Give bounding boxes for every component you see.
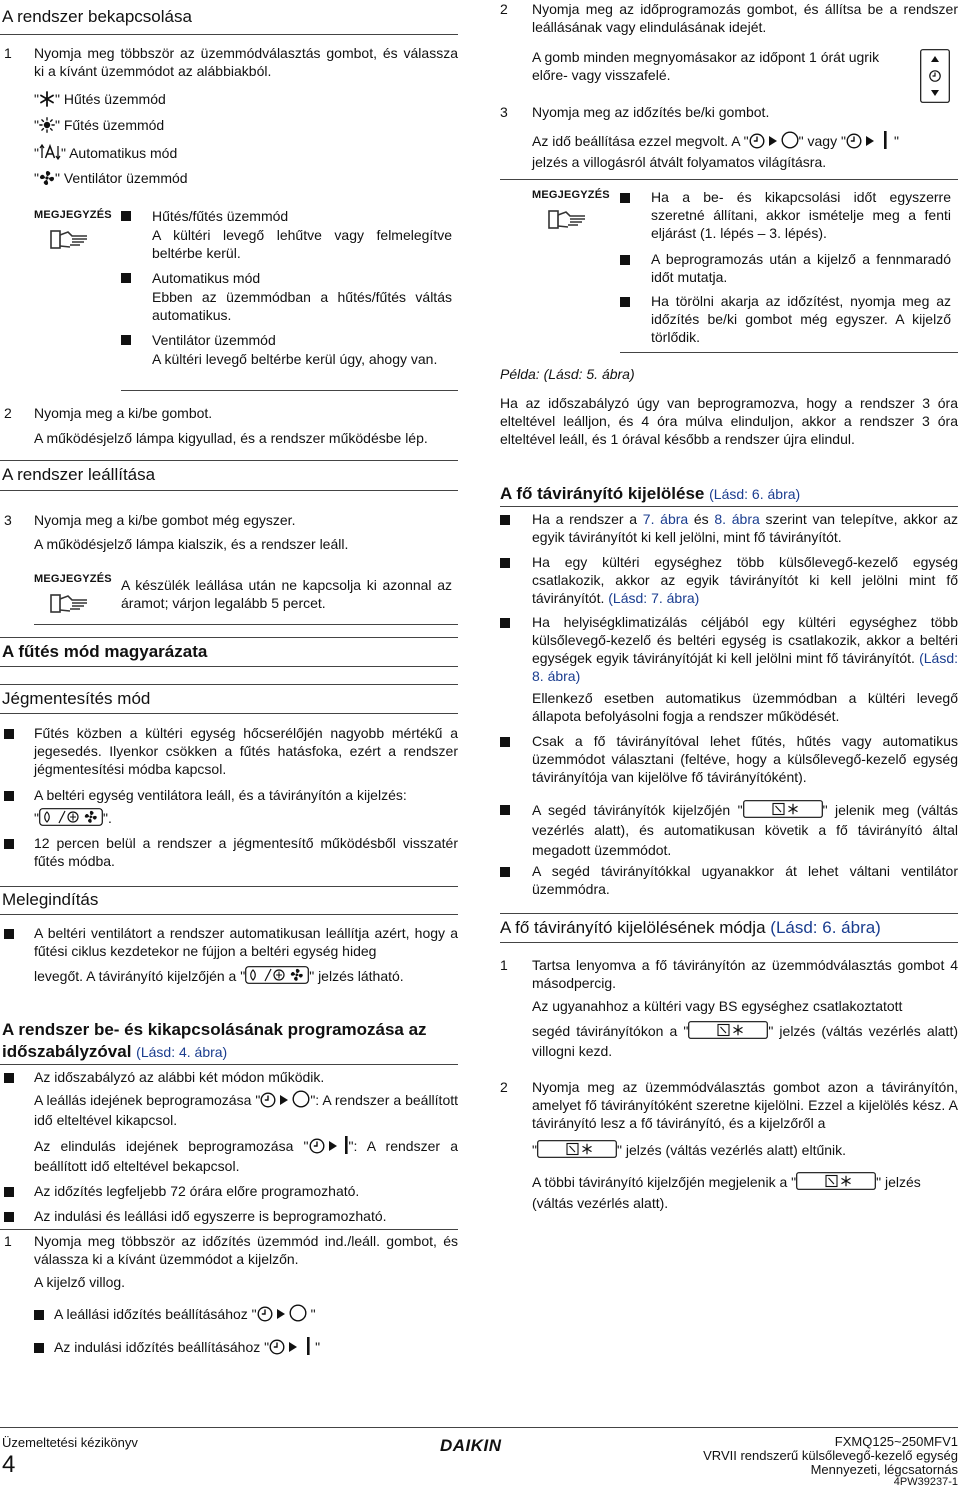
bullet [500,618,510,628]
step-text: (váltás vezérlés alatt). [532,1195,669,1211]
remote-item: Ha egy kültéri egységhez több külsőlevegő-kezelő egység csatlakozik, akkor az egyik távirányítót ki kell jelölni mint fő távirányítót. (Lásd: 7. ábra) [532,554,958,606]
step-number: 1 [4,45,12,61]
defrost-item: Fűtés közben a kültéri egység hőcserélőjén nagyobb mértékű a jegesedés. Ilyenkor csökken a fűtés hatásfoka, ezért a rendszer jégmentesítési módba kapcsol. [34,725,458,777]
bullet [500,737,510,747]
bullet [500,515,510,525]
step-number: 2 [500,1079,508,1095]
mode-heating: " " Fűtés üzemmód [34,117,165,133]
step-number: 3 [500,104,508,120]
note-item-title: Ventilátor üzemmód [152,332,276,348]
arrow-right-icon [280,1095,288,1105]
divider [0,886,458,887]
remote-item: Csak a fő távirányítóval lehet fűtés, hűtés vagy automatikus üzemmódot választani (feltéve, hogy a külsőlevegő-kezelő egység távirányítója van kijelölve fő távirányítóként). [532,733,958,785]
step-number: 2 [4,405,12,421]
section-title-timer-line2: időszabályzóval (Lásd: 4. ábra) [2,1042,228,1061]
mode-label: " Hűtés üzemmód [54,91,166,107]
switching-display-icon [688,1021,768,1039]
step-result: A működésjelző lámpa kigyullad, és a rendszer működésbe lép. [34,430,428,446]
bullet [34,1310,44,1320]
section-title-hotstart: Melegindítás [2,890,99,909]
timer-off-setting: A leállási időzítés beállításához " " [54,1306,316,1322]
step-text: Nyomja meg a ki/be gombot még egyszer. [34,512,296,528]
divider [0,637,458,638]
example-text: Ha az időszabályzó úgy van beprogramozva, hogy a rendszer 3 óra elteltével leálljon, és 4 óra múlva elinduljon, akkor a rendszer 3 óra elteltével leáll, és 1 órával később a rendszer újra elindul. [500,395,958,447]
clock-icon [749,133,765,149]
remote-item-extra: Ellenkező esetben automatikus üzemmódban a kültéri levegő állapota befolyásolni fogja a rendszer működését. [532,690,958,724]
bullet [4,729,14,739]
arrow-right-icon [769,136,777,146]
divider [34,624,458,625]
clock-icon [260,1092,276,1108]
remote-item: A segéd távirányítókkal ugyanakkor át lehet váltani ventilátor üzemmódra. [532,863,958,897]
section-title-main-remote: A fő távirányító kijelölése (Lásd: 6. ábra) [500,484,801,503]
divider [0,34,458,35]
section-title-timer: A rendszer be- és kikapcsolásának programozása az [2,1020,427,1039]
timer-on-text: Az elindulás idejének beprogramozása " ": A rendszer a beállított idő elteltével bekapcsol. [34,1138,458,1174]
divider [620,352,958,353]
step-text: Nyomja meg a ki/be gombot. [34,405,213,421]
footer-model: FXMQ125~250MFV1 [834,1434,958,1449]
step-text: segéd távirányítókon a " " jelzés (váltás vezérlés alatt) villogni kezd. [532,1023,959,1059]
figure-ref: 7. ábra [642,511,689,527]
arrow-right-icon [329,1141,337,1151]
figure-ref: (Lásd: 4. ábra) [136,1044,228,1060]
timer-bullet: Az időzítés legfeljebb 72 órára előre programozható. [34,1183,360,1199]
section-title-stop: A rendszer leállítása [2,465,156,484]
divider [0,460,458,461]
divider [0,914,458,915]
timer-bullet: Az indulási és leállási idő egyszerre is beprogramozható. [34,1208,387,1224]
time-up-down-button-icon [920,49,950,103]
bullet [4,1073,14,1083]
figure-ref: (Lásd: 7. ábra) [608,590,700,606]
bullet [121,273,131,283]
arrow-right-icon [866,136,874,146]
on-bar-icon [884,131,888,149]
step-text: A többi távirányító kijelzőjén megjelenik a " " jelzés [532,1174,921,1190]
note-item: A beprogramozás után a kijelző a fennmaradó időt mutatja. [651,251,951,285]
divider [0,666,458,667]
section-title-heating: A fűtés mód magyarázata [2,642,208,661]
bullet [500,867,510,877]
divider [0,1064,458,1065]
figure-ref: (Lásd: 6. ábra) [709,486,801,502]
defrost-item: 12 percen belül a rendszer a jégmentesítő működésből visszatér fűtés módba. [34,835,458,869]
section-title-method: A fő távirányító kijelölésének módja (Lásd: 6. ábra) [500,918,881,937]
switching-display-icon [796,1172,876,1190]
note-item-title: Hűtés/fűtés üzemmód [152,208,289,224]
figure-ref: (Lásd: 8. ábra) [532,650,958,684]
note-hand-icon [50,592,90,614]
step-text: Az ugyanahhoz a kültéri vagy BS egységhez csatlakoztatott [532,998,903,1014]
clock-icon [269,1339,285,1355]
note-label: MEGJEGYZÉS [34,573,112,585]
note-item-text: Ebben az üzemmódban a hűtés/fűtés váltás automatikus. [152,289,452,323]
divider [0,490,458,491]
step-result: A gomb minden megnyomásakor az időpont 1 órát ugrik előre- vagy visszafelé. [532,49,880,83]
bullet [500,558,510,568]
defrost-display-icon [245,966,309,984]
remote-item: A segéd távirányítók kijelzőjén " " jelenik meg (váltás vezérlés alatt), és automatikusan követik a fő távirányító által megadott üzemmódot. [532,802,958,858]
sun-icon [39,117,55,133]
step-text: Tartsa lenyomva a fő távirányítón az üzemmódválasztás gombot 4 másodpercig. [532,957,958,991]
step-text: Nyomja meg az üzemmódválasztás gombot azon a távirányítón, amelyet fő távirányítóként szeretne kijelölni. Ezzel a kijelölés kész. A távirányító lesz a fő távirányító, és a kijelzőről a [532,1079,958,1131]
step-text: Nyomja meg az időprogramozás gombot, és állítsa be a rendszer leállásának vagy elindulásának idejét. [532,1,958,35]
divider [500,506,958,507]
off-circle-icon [289,1304,307,1322]
off-circle-icon [781,131,799,149]
step-text: Nyomja meg többször az üzemmódválasztás gombot, és válassza ki a kívánt üzemmódot az alábbiakból. [34,45,458,79]
snowflake-icon [39,91,55,107]
footer-divider [0,1427,958,1428]
step-result: A működésjelző lámpa kialszik, és a rendszer leáll. [34,536,349,552]
defrost-display: " ". [34,810,112,826]
step-number: 1 [500,957,508,973]
mode-label: " Fűtés üzemmód [54,117,165,133]
bullet [4,791,14,801]
step-number: 1 [4,1233,12,1249]
bullet [4,839,14,849]
defrost-item: A beltéri egység ventilátora leáll, és a távirányítón a kijelzés: [34,787,407,803]
example-label: Példa: (Lásd: 5. ábra) [500,366,635,382]
hotstart-text: A beltéri ventilátort a rendszer automatikusan leállítja azért, hogy a fűtési ciklus kezdetekor ne fújjon a beltéri egység hideg [34,925,458,959]
remote-item: Ha helyiségklimatizálás céljából egy kültéri egységhez több külsőlevegő-kezelő és beltéri egység is csatlakozik, akkor a beltéri egységek egyik távirányítóját ki kell jelölni mint fő távirányítót. (Lásd: 8. ábra) [532,614,958,684]
arrow-right-icon [277,1309,285,1319]
arrow-right-icon [289,1342,297,1352]
step-result: Az idő beállítása ezzel megvolt. A " " vagy " " [532,133,899,149]
on-bar-icon [307,1337,311,1355]
section-title-defrost: Jégmentesítés mód [2,689,151,708]
step-text: Nyomja meg az időzítés be/ki gombot. [532,104,770,120]
off-circle-icon [292,1090,310,1108]
note-label: MEGJEGYZÉS [532,189,610,201]
divider [0,713,458,714]
divider [500,942,958,943]
bullet [620,255,630,265]
bullet [4,1212,14,1222]
divider [500,179,958,180]
bullet [620,193,630,203]
note-text: A készülék leállása után ne kapcsolja ki azonnal az áramot; várjon legalább 5 percet. [121,577,452,611]
note-hand-icon [548,208,588,230]
timer-on-setting: Az indulási időzítés beállításához " " [54,1339,321,1355]
switching-display-icon [743,800,823,818]
figure-ref: (Lásd: 6. ábra) [770,918,881,937]
mode-auto: " " Automatikus mód [34,145,178,161]
bullet [500,805,510,815]
note-item-title: Automatikus mód [152,270,261,286]
clock-icon [846,133,862,149]
divider [500,913,958,914]
divider [121,390,458,391]
step-text: " " jelzés (váltás vezérlés alatt) eltűnik. [532,1142,847,1158]
fan-icon [39,170,55,186]
timer-off-text: A leállás idejének beprogramozása " ": A rendszer a beállított idő elteltével kikapcsol. [34,1092,459,1128]
note-hand-icon [50,228,90,250]
divider [0,1229,458,1230]
mode-cooling: " " Hűtés üzemmód [34,91,166,107]
remote-item: Ha a rendszer a 7. ábra és 8. ábra szerint van telepítve, akkor az egyik távirányítót ki kell jelölni, mint fő távirányítót. [532,511,958,545]
bullet [121,335,131,345]
bullet [4,929,14,939]
divider [0,684,458,685]
bullet [121,211,131,221]
bullet [34,1343,44,1353]
note-item: Ha törölni akarja az időzítést, nyomja meg az időzítés be/ki gombot még egyszer. A kijelző törlődik. [651,293,951,345]
auto-icon [39,143,61,161]
note-item-text: A kültéri levegő beltérbe kerül úgy, ahogy van. [152,351,438,367]
footer-product: Mennyezeti, légcsatornás [810,1462,958,1477]
mode-label: " Automatikus mód [60,145,178,161]
mode-label: " Ventilátor üzemmód [54,170,188,186]
footer-product: VRVII rendszerű külsőlevegő-kezelő egység [703,1448,958,1463]
page-number: 4 [2,1451,16,1478]
note-item: Ha a be- és kikapcsolási időt egyszerre szeretné állítani, akkor ismételje meg a fenti eljárást (1. lépés – 3. lépés). [651,189,951,241]
switching-display-icon [537,1140,617,1158]
step-text: Nyomja meg többször az időzítés üzemmód ind./leáll. gombot, és válassza ki a kívánt üzemmódot a kijelzőn. [34,1233,458,1267]
hotstart-display: levegőt. A távirányító kijelzőjén a " " jelzés látható. [34,968,404,984]
step-number: 3 [4,512,12,528]
timer-bullet: Az időszabályzó az alábbi két módon működik. [34,1069,325,1085]
mode-fan: " " Ventilátor üzemmód [34,170,188,186]
figure-ref: 8. ábra [714,511,760,527]
footer-manual: Üzemeltetési kézikönyv [2,1435,138,1450]
daikin-logo: DAIKIN [440,1436,502,1455]
bullet [620,297,630,307]
clock-icon [309,1138,325,1154]
step-result: jelzés a villogásról átvált folyamatos világításra. [532,154,827,170]
note-label: MEGJEGYZÉS [34,209,112,221]
defrost-display-icon [39,808,103,826]
step-result: A kijelző villog. [34,1274,126,1290]
clock-icon [257,1306,273,1322]
step-number: 2 [500,1,508,17]
bullet [4,1187,14,1197]
footer-code: 4PW39237-1 [893,1476,958,1488]
note-item-text: A kültéri levegő lehűtve vagy felmelegítve beltérbe kerül. [152,227,452,261]
section-title-start: A rendszer bekapcsolása [2,7,192,26]
